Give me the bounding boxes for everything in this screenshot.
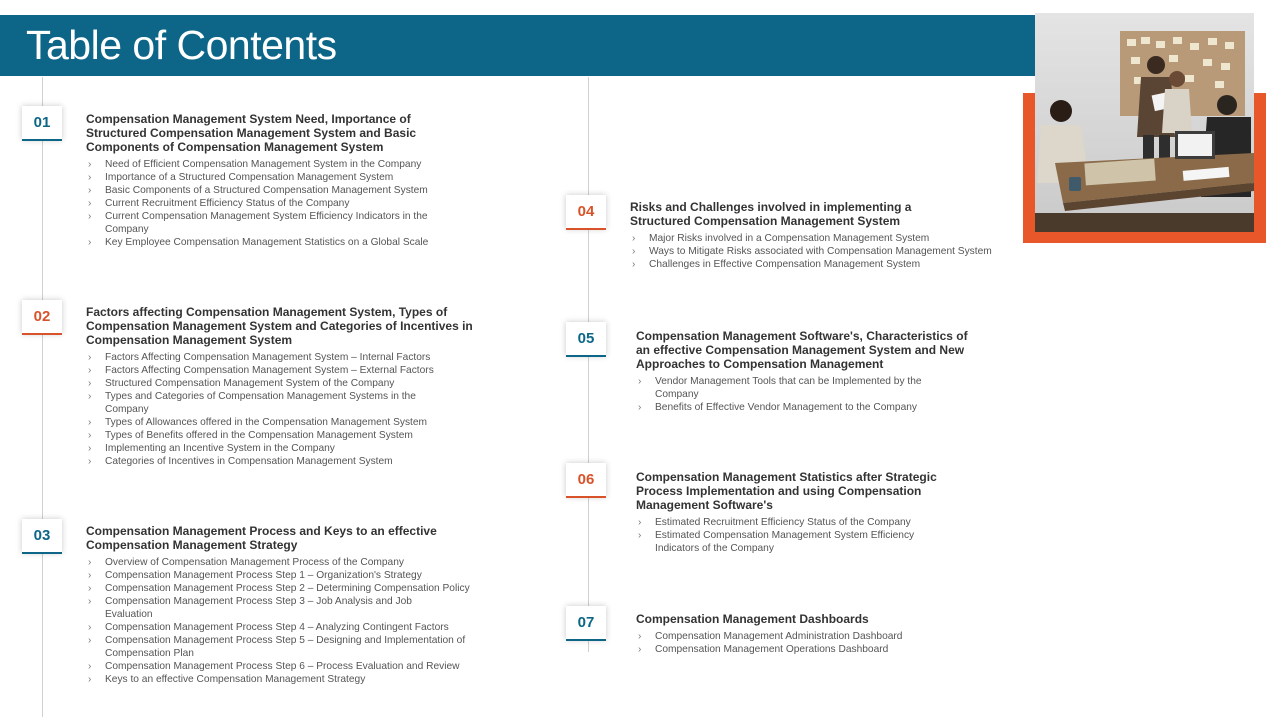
section-number-05: 05 — [566, 322, 606, 356]
list-item: › Key Employee Compensation Management Statistics on a Global Scale — [88, 237, 429, 248]
section-number-07: 07 — [566, 606, 606, 640]
list-item: › Types of Benefits offered in the Compensation Management System — [88, 430, 413, 441]
list-item: › Types and Categories of Compensation Management Systems in the Company — [88, 391, 416, 415]
section-title: Compensation Management Software's, Characteristics of an effective Compensation Management System and New Approaches to Compensation Management — [636, 329, 968, 371]
chevron-right-icon: › — [88, 185, 92, 196]
chevron-right-icon: › — [632, 246, 636, 257]
list-item: › Ways to Mitigate Risks associated with Compensation Management System — [632, 246, 992, 257]
section-title: Risks and Challenges involved in implementing a Structured Compensation Management System — [630, 200, 912, 228]
list-item: › Current Compensation Management System Efficiency Indicators in the Company — [88, 211, 428, 235]
list-item: › Compensation Management Process Step 1 – Organization's Strategy — [88, 570, 422, 581]
chevron-right-icon: › — [88, 172, 92, 183]
list-item: › Compensation Management Process Step 2 – Determining Compensation Policy — [88, 583, 470, 594]
chevron-right-icon: › — [88, 443, 92, 454]
chevron-right-icon: › — [638, 517, 642, 528]
list-item: › Challenges in Effective Compensation Management System — [632, 259, 921, 270]
list-item: › Compensation Management Process Step 4 – Analyzing Contingent Factors — [88, 622, 449, 633]
section-number-04: 04 — [566, 195, 606, 229]
list-item: › Factors Affecting Compensation Management System – External Factors — [88, 365, 434, 376]
chevron-right-icon: › — [88, 211, 92, 222]
chevron-right-icon: › — [88, 417, 92, 428]
section-02 — [86, 305, 481, 468]
chevron-right-icon: › — [632, 259, 636, 270]
chevron-right-icon: › — [88, 456, 92, 467]
list-item: › Estimated Compensation Management System Efficiency Indicators of the Company — [638, 530, 915, 554]
list-item: › Keys to an effective Compensation Management Strategy — [88, 674, 366, 685]
section-06 — [636, 470, 946, 555]
chevron-right-icon: › — [88, 557, 92, 568]
section-title: Compensation Management Statistics after Strategic Process Implementation and using Compensation Management Software's — [636, 470, 937, 512]
chevron-right-icon: › — [88, 583, 92, 594]
list-item: › Major Risks involved in a Compensation Management System — [632, 233, 930, 244]
section-title: Compensation Management Dashboards — [636, 612, 869, 626]
section-title: Factors affecting Compensation Management System, Types of Compensation Management System and Categories of Incentives in Compensation Management System — [86, 305, 473, 347]
timeline-line-right — [588, 77, 589, 652]
list-item: › Importance of a Structured Compensation Management System — [88, 172, 394, 183]
list-item: › Compensation Management Process Step 5 – Designing and Implementation of Compensation Plan — [88, 635, 466, 659]
chevron-right-icon: › — [88, 570, 92, 581]
list-item: › Compensation Management Process Step 6 – Process Evaluation and Review — [88, 661, 460, 672]
list-item: › Estimated Recruitment Efficiency Status of the Company — [638, 517, 911, 528]
section-04 — [630, 200, 992, 271]
page-title: Table of Contents — [26, 22, 337, 68]
chevron-right-icon: › — [638, 530, 642, 541]
chevron-right-icon: › — [88, 674, 92, 685]
list-item: › Compensation Management Process Step 3 – Job Analysis and Job Evaluation — [88, 596, 412, 620]
chevron-right-icon: › — [88, 237, 92, 248]
chevron-right-icon: › — [88, 159, 92, 170]
list-item: › Benefits of Effective Vendor Management to the Company — [638, 402, 918, 413]
section-number-02: 02 — [22, 300, 62, 334]
chevron-right-icon: › — [88, 622, 92, 633]
section-number-03: 03 — [22, 519, 62, 553]
chevron-right-icon: › — [88, 635, 92, 646]
chevron-right-icon: › — [88, 198, 92, 209]
list-item: › Vendor Management Tools that can be Implemented by the Company — [638, 376, 922, 400]
timeline-line-left — [42, 77, 43, 717]
section-title: Compensation Management Process and Keys to an effective Compensation Management Strategy — [86, 524, 437, 552]
list-item: › Compensation Management Administration Dashboard — [638, 631, 903, 642]
list-item: › Current Recruitment Efficiency Status of the Company — [88, 198, 350, 209]
list-item: › Factors Affecting Compensation Management System – Internal Factors — [88, 352, 431, 363]
list-item: › Need of Efficient Compensation Management System in the Company — [88, 159, 422, 170]
chevron-right-icon: › — [638, 644, 642, 655]
list-item: › Compensation Management Operations Dashboard — [638, 644, 889, 655]
chevron-right-icon: › — [88, 430, 92, 441]
chevron-right-icon: › — [88, 352, 92, 363]
chevron-right-icon: › — [88, 365, 92, 376]
list-item: › Basic Components of a Structured Compensation Management System — [88, 185, 428, 196]
section-number-06: 06 — [566, 463, 606, 497]
section-title: Compensation Management System Need, Importance of Structured Compensation Management System and Basic Components of Compensation Management System — [86, 112, 417, 154]
list-item: › Implementing an Incentive System in the Company — [88, 443, 335, 454]
chevron-right-icon: › — [632, 233, 636, 244]
chevron-right-icon: › — [638, 631, 642, 642]
list-item: › Categories of Incentives in Compensation Management System — [88, 456, 393, 467]
chevron-right-icon: › — [88, 596, 92, 607]
chevron-right-icon: › — [88, 378, 92, 389]
list-item: › Structured Compensation Management System of the Company — [88, 378, 395, 389]
section-05 — [636, 329, 976, 414]
list-item: › Types of Allowances offered in the Compensation Management System — [88, 417, 428, 428]
section-number-01: 01 — [22, 106, 62, 140]
chevron-right-icon: › — [88, 391, 92, 402]
chevron-right-icon: › — [638, 402, 642, 413]
chevron-right-icon: › — [638, 376, 642, 387]
section-07 — [636, 612, 966, 656]
chevron-right-icon: › — [88, 661, 92, 672]
list-item: › Overview of Compensation Management Process of the Company — [88, 557, 404, 568]
section-01 — [86, 112, 431, 249]
section-03 — [86, 524, 470, 686]
office-meeting-photo — [1035, 13, 1254, 232]
